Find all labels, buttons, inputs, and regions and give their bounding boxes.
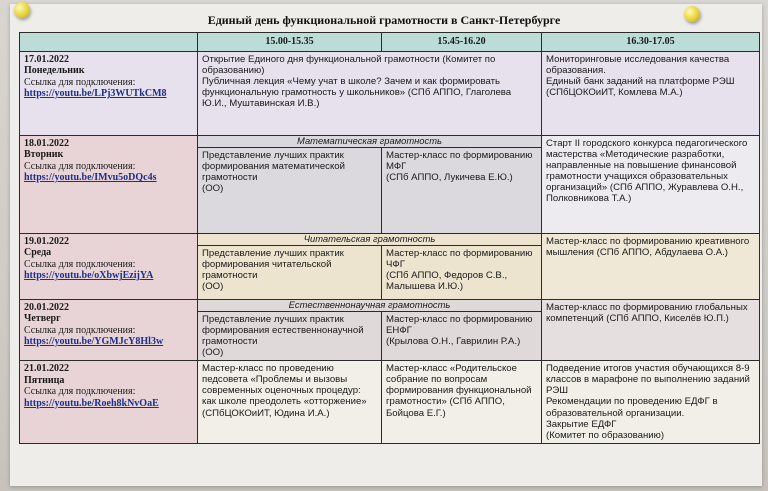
day-cell <box>20 135 198 233</box>
cell-slot-1: Представление лучших практик формирования математической грамотности (ОО) <box>198 147 382 233</box>
day-weekday: Понедельник <box>24 65 85 77</box>
cell-slot-2: Мастер-класс по формированию ЕНФГ (Крылова О.Н., Гаврилин Р.А.) <box>382 311 542 361</box>
header-slot-3: 16.30-17.05 <box>542 33 760 52</box>
subject-label: Читательская грамотность <box>198 233 542 245</box>
day-date: 18.01.2022 <box>24 137 69 149</box>
table-row <box>20 361 760 444</box>
day-cell <box>20 51 198 135</box>
youtube-link[interactable]: https://youtu.be/LPj3WUTkCM8 <box>24 88 167 100</box>
link-label: Ссылка для подключения: <box>24 324 136 336</box>
day-weekday: Пятница <box>24 374 65 386</box>
cell-slot-3: Старт II городского конкурса педагогического мастерства «Методические разработки, направленные на повышение финансовой грамотности учащихся образовательных организаций» (СПб АППО, Журавлева О.Н., Полковникова Т.А.) <box>542 135 760 233</box>
subject-label: Математическая грамотность <box>198 135 542 147</box>
subject-row <box>20 135 760 147</box>
day-date: 20.01.2022 <box>24 301 69 313</box>
youtube-link[interactable]: https://youtu.be/oXbwjEzijYA <box>24 270 154 282</box>
page-title: Единый день функциональной грамотности в Санкт-Петербурге <box>207 13 561 27</box>
cell-slot-1: Представление лучших практик формирования естественнонаучной грамотности (ОО) <box>198 311 382 361</box>
subject-label: Естественнонаучная грамотность <box>198 299 542 311</box>
cell-slot-1: Представление лучших практик формирования читательской грамотности (ОО) <box>198 245 382 299</box>
day-cell <box>20 299 198 361</box>
table-row <box>20 51 760 135</box>
cell-slot-3: Мастер-класс по формированию креативного мышления (СПб АППО, Абдулаева О.А.) <box>542 233 760 299</box>
day-weekday: Вторник <box>24 149 64 161</box>
subject-row <box>20 299 760 311</box>
day-weekday: Четверг <box>24 313 61 325</box>
cell-slot-2: Мастер-класс по формированию МФГ (СПб АППО, Лукичева Е.Ю.) <box>382 147 542 233</box>
link-label: Ссылка для подключения: <box>24 386 136 398</box>
cell-slot-2: Мастер-класс «Родительское собрание по вопросам формирования функциональной грамотности» (СПб АППО, Бойцова Е.Г.) <box>382 361 542 444</box>
schedule-table <box>19 32 760 444</box>
cell-slot-3: Мастер-класс по формированию глобальных компетенций (СПб АППО, Киселёв Ю.П.) <box>542 299 760 361</box>
youtube-link[interactable]: https://youtu.be/YGMJcY8Hl3w <box>24 336 164 348</box>
header-slot-2: 15.45-16.20 <box>382 33 542 52</box>
cell-slot-1: Мастер-класс по проведению педсовета «Проблемы и вызовы современных оценочных процедур: как школе преодолеть «отторжение» (СПбЦОКОиИТ, Юдина И.А.) <box>198 361 382 444</box>
day-date: 19.01.2022 <box>24 235 69 247</box>
day-date: 21.01.2022 <box>24 363 69 375</box>
cell-slot-3: Мониторинговые исследования качества образования. Единый банк заданий на платформе РЭШ (СПбЦОКОиИТ, Комлева М.А.) <box>542 51 760 135</box>
header-slot-1: 15.00-15.35 <box>198 33 382 52</box>
header-row <box>20 33 760 52</box>
link-label: Ссылка для подключения: <box>24 76 136 88</box>
day-weekday: Среда <box>24 247 52 259</box>
day-cell <box>20 361 198 444</box>
cell-slot-3: Подведение итогов участия обучающихся 8-9 классов в марафоне по выполнению заданий РЭШ Рекомендации по проведению ЕДФГ в образовательной организации. Закрытие ЕДФГ (Комитет по образованию) <box>542 361 760 444</box>
day-date: 17.01.2022 <box>24 53 69 65</box>
link-label: Ссылка для подключения: <box>24 258 136 270</box>
day-cell <box>20 233 198 299</box>
cell-slot-1-2: Открытие Единого дня функциональной грамотности (Комитет по образованию) Публичная лекция «Чему учат в школе? Зачем и как формировать функциональную грамотность у школьников» (СПб АППО, Глаголева Ю.И., Муштавинская И.В.) <box>198 51 542 135</box>
link-label: Ссылка для подключения: <box>24 160 136 172</box>
subject-row <box>20 233 760 245</box>
header-empty <box>20 33 198 52</box>
youtube-link[interactable]: https://youtu.be/Roeh8kNvOaE <box>24 397 159 409</box>
cell-slot-2: Мастер-класс по формированию ЧФГ (СПб АППО, Федоров С.В., Малышева И.Ю.) <box>382 245 542 299</box>
youtube-link[interactable]: https://youtu.be/IMvu5oDQc4s <box>24 172 157 184</box>
